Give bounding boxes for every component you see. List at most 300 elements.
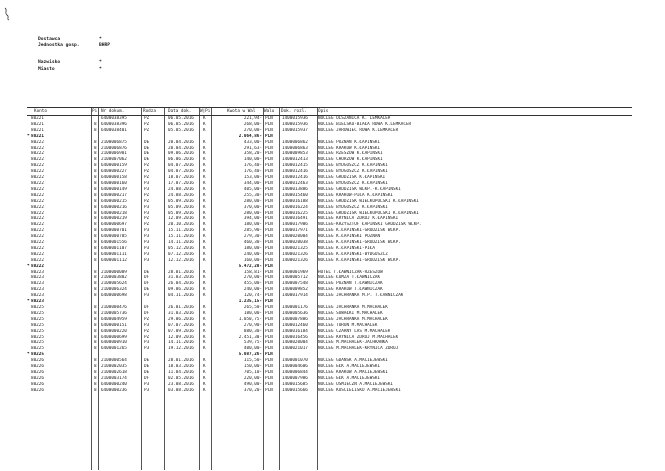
cell-kwota: 140,00- — [243, 157, 262, 163]
cell-wpk: K — [203, 275, 206, 281]
cell-pi: 8 — [94, 322, 97, 328]
miasto-label: Miasto — [38, 67, 55, 72]
cell-data: 02.05.2016 — [168, 375, 194, 381]
cell-konto: 80225 — [31, 322, 44, 328]
cell-konto: 80223 — [31, 269, 44, 275]
col-dok: Dok. rozl. — [281, 109, 307, 114]
cell-opis: NOCLEG OLSZANICA K. LEMKACER — [318, 116, 391, 121]
cell-nr: 2100006875 — [101, 139, 127, 145]
cell-rodzaj: P3 — [144, 346, 150, 352]
cell-data: 03.08.2016 — [168, 387, 194, 393]
col-kwota: Kwota w Wal — [227, 109, 256, 114]
cell-wpk: K — [203, 334, 206, 340]
cell-dok: 1400021326 — [282, 257, 308, 263]
cell-opis: NOCLEG CZARNY LAS M.MACHALEK — [318, 328, 391, 334]
cell-konto: 80223 — [31, 299, 44, 305]
cell-b: * — [27, 299, 30, 305]
cell-nr: 6400000218 — [101, 210, 127, 216]
cell-pi: 8 — [94, 269, 97, 275]
cell-rodzaj: DF — [144, 305, 150, 310]
cell-kwota: 394,00- — [243, 216, 262, 222]
cell-nr: 6400000699 — [101, 334, 127, 340]
cell-nr: 6400000240 — [101, 381, 127, 387]
cell-kwota: 460,30- — [243, 240, 262, 246]
cell-waluta: PLN — [265, 387, 273, 393]
cell-opis: NOCLEG GRODZISK WIELKOPOLSKI K.ŁAPIŃSKI — [318, 210, 419, 216]
cell-opis: NOCLEG GRODZISK WIELKOPOLSKI K.ŁAPIŃSKI — [318, 198, 419, 204]
cell-dok: 1400016184 — [282, 328, 308, 334]
cell-dok: 1400005712 — [282, 275, 308, 281]
cell-data: 23.08.2016 — [168, 381, 194, 387]
cell-waluta: PLN — [265, 133, 273, 139]
cell-pi: 8 — [94, 375, 97, 381]
cell-nr: 2100002618 — [101, 369, 127, 375]
cell-rodzaj: DE — [144, 358, 150, 364]
cell-nr: 2100006876 — [101, 145, 127, 151]
cell-wpk: K — [203, 346, 206, 352]
cell-pi: 8 — [94, 281, 97, 287]
cell-konto: 80222 — [31, 240, 44, 246]
cell-wpk: K — [203, 287, 206, 293]
cell-nr: 6400038396 — [101, 121, 127, 127]
cell-waluta: PLN — [265, 322, 273, 328]
cell-dok: 1400007548 — [282, 281, 308, 287]
cell-konto: 80221 — [31, 127, 44, 133]
cell-pi: 8 — [94, 204, 97, 210]
cell-data: 20.10.2016 — [168, 222, 194, 228]
cell-pi: 8 — [94, 157, 97, 163]
cell-kwota: 115,50- — [243, 358, 262, 364]
cell-data: 07.12.2016 — [168, 251, 194, 257]
cell-kwota: 220,00- — [243, 375, 262, 381]
cell-wpk: K — [203, 381, 206, 387]
cell-wpk: K — [203, 358, 206, 364]
cell-rodzaj: PZ — [144, 169, 150, 175]
cell-data: 06.06.2016 — [168, 157, 194, 163]
cell-waluta: PLN — [265, 121, 273, 127]
header-jednostka — [38, 43, 111, 49]
cell-waluta: PLN — [265, 281, 273, 287]
cell-wpk: K — [203, 251, 206, 257]
cell-data: 28.01.2016 — [168, 269, 194, 275]
cell-opis: NOCLEG KRYNICA ZDRÓJ K.ŁAPIŃSKI — [318, 216, 399, 222]
cell-konto: 80222 — [31, 139, 44, 145]
cell-opis: NOCLEG K.ŁAPIŃSKI-GRODZISK WLKP. — [318, 228, 401, 234]
cell-dok: 1400015936 — [282, 116, 308, 121]
cell-wpk: K — [203, 328, 206, 334]
cell-konto: 80225 — [31, 310, 44, 316]
cell-opis: NOCLEG UŚMIECZN A.MACIEJEWSKI — [318, 381, 394, 387]
nazwisko-label: Nazwisko — [38, 60, 61, 65]
cell-opis: NOCLEG KRAKÓW K.ŁAPIŃSKI — [318, 145, 381, 151]
cell-nr: 6400000219 — [101, 216, 127, 222]
col-nr: Nr dokum. — [101, 109, 125, 114]
cell-opis: NOCLEG GRODZISK WLKP.-K.ŁAPIŃSKI — [318, 186, 401, 192]
cell-data: 05.09.2016 — [168, 204, 194, 210]
cell-pi: 8 — [94, 257, 97, 263]
cell-wpk: K — [203, 293, 206, 299]
cell-dok: 1400006862 — [282, 139, 308, 145]
cell-nr: 6400001111 — [101, 251, 127, 257]
cell-opis: NOCLEG KRAKÓW-PIŁA K.ŁAPIŃSKI — [318, 192, 394, 198]
cell-rodzaj: P3 — [144, 240, 150, 246]
cell-konto: 80221 — [31, 133, 44, 139]
cell-pi: 8 — [94, 163, 97, 169]
cell-pi: 8 — [94, 151, 97, 157]
cell-pi: 8 — [94, 334, 97, 340]
cell-kwota: 270,90- — [243, 322, 262, 328]
cell-wpk: K — [203, 316, 206, 322]
cell-kwota: 176,40- — [243, 169, 262, 175]
cell-rodzaj: PZ — [144, 316, 150, 322]
cell-konto: 80222 — [31, 151, 44, 157]
cell-waluta: PLN — [265, 358, 273, 364]
cell-opis: NOCLEG GDAŃSK A.MACIEJEWSKI — [318, 358, 388, 364]
cell-wpk: K — [203, 269, 206, 275]
cell-konto: 80222 — [31, 198, 44, 204]
cell-nr: 6400001107 — [101, 245, 127, 251]
cell-wpk: K — [203, 234, 206, 240]
cell-nr: 2100000009 — [101, 269, 127, 275]
cell-opis: NOCLEG JACHRANKA M.MACHALEK — [318, 316, 388, 322]
cell-kwota: 150,00- — [243, 364, 262, 370]
cell-rodzaj: PZ — [144, 328, 150, 334]
cell-pi: 8 — [94, 175, 97, 181]
cell-opis: NOCLEG K.ŁAPIŃSKI-GRODZISK WLKP. — [318, 257, 401, 263]
cell-waluta: PLN — [265, 180, 273, 186]
cell-waluta: PLN — [265, 381, 273, 387]
dostawca-label: Dostawca — [38, 37, 61, 42]
cell-opis: NOCLEG BYDGOSZCZ K.ŁAPIŃSKI — [318, 180, 388, 186]
cell-kwota: 160,00- — [243, 257, 262, 263]
cell-waluta: PLN — [265, 222, 273, 228]
cell-data: 15.11.2016 — [168, 234, 194, 240]
cell-kwota: 279,30- — [243, 234, 262, 240]
cell-wpk: K — [203, 245, 206, 251]
cell-data: 24.08.2016 — [168, 186, 194, 192]
cell-konto: 80222 — [31, 245, 44, 251]
cell-kwota: 2.064,86- — [238, 133, 262, 139]
cell-dok: 1400021326 — [282, 251, 308, 257]
cell-dok: 1400012460 — [282, 322, 308, 328]
cell-opis: NOCLEG EŁK A.MACIEJEWSKI — [318, 375, 381, 381]
cell-nr: 6400000149 — [101, 186, 127, 192]
cell-pi: 8 — [94, 240, 97, 246]
cell-pi: 8 — [94, 381, 97, 387]
cell-rodzaj: P3 — [144, 387, 150, 393]
cell-dok: 1400016456 — [282, 334, 308, 340]
cell-data: 20.04.2016 — [168, 145, 194, 151]
jednostka-value: BHRP — [99, 43, 111, 48]
cell-opis: HOTEL T.ŁAWNICZAK-RZESZÓW — [318, 269, 383, 275]
cell-dok: 1400005636 — [282, 310, 308, 316]
cell-pi: 8 — [94, 127, 97, 133]
cell-nr: 6400000910 — [101, 340, 127, 346]
cell-konto: 80222 — [31, 234, 44, 240]
cell-pi: 8 — [94, 121, 97, 127]
cell-waluta: PLN — [265, 216, 273, 222]
cell-wpk: K — [203, 127, 206, 133]
col-data: Data dok. — [168, 109, 192, 114]
cell-dok: 1400020004 — [282, 234, 308, 240]
cell-konto: 80225 — [31, 334, 44, 340]
cell-konto: 80226 — [31, 369, 44, 375]
cell-konto: 80226 — [31, 381, 44, 387]
cell-opis: NOCLEG BYDGOSZCZ K.ŁAPIŃSKI — [318, 163, 388, 169]
dostawca-value: * — [99, 37, 102, 42]
cell-kwota: 240,00- — [243, 287, 262, 293]
cell-data: 07.07.2016 — [168, 322, 194, 328]
cell-nr: 6400000236 — [101, 387, 127, 393]
cell-pi: 8 — [94, 316, 97, 322]
cell-data: 12.09.2016 — [168, 216, 194, 222]
cell-waluta: PLN — [265, 299, 273, 305]
cell-waluta: PLN — [265, 145, 273, 151]
cell-dok: 1400021017 — [282, 346, 308, 352]
cell-pi: 8 — [94, 192, 97, 198]
cell-data: 15.11.2016 — [168, 228, 194, 234]
miasto-value: * — [99, 67, 102, 72]
cell-konto: 80222 — [31, 257, 44, 263]
cell-wpk: K — [203, 157, 206, 163]
cell-rodzaj: P3 — [144, 322, 150, 328]
cell-nr: 6400000151 — [101, 322, 127, 328]
cell-konto: 80222 — [31, 180, 44, 186]
cell-konto: 80225 — [31, 346, 44, 352]
cell-pi: 8 — [94, 186, 97, 192]
cell-dok: 1400017906 — [282, 222, 308, 228]
cell-konto: 80222 — [31, 145, 44, 151]
cell-nr: 6400000216 — [101, 204, 127, 210]
header-nazwisko — [38, 60, 102, 66]
cell-data: 26.01.2016 — [168, 305, 194, 310]
cell-nr: 6400004959 — [101, 316, 127, 322]
cell-nr: 6400000697 — [101, 222, 127, 228]
cell-pi: 8 — [94, 228, 97, 234]
cell-wpk: K — [203, 375, 206, 381]
cell-waluta: PLN — [265, 240, 273, 246]
cell-data: 05.09.2016 — [168, 210, 194, 216]
cell-rodzaj: DF — [144, 375, 150, 381]
cell-wpk: K — [203, 240, 206, 246]
cell-data: 04.07.2016 — [168, 169, 194, 175]
cell-waluta: PLN — [265, 234, 273, 240]
cell-dok: 1400021325 — [282, 245, 308, 251]
cell-kwota: 705,10- — [243, 369, 262, 375]
cell-kwota: 5.472,20- — [238, 263, 262, 269]
cell-konto: 80222 — [31, 228, 44, 234]
cell-konto: 80226 — [31, 358, 44, 364]
cell-rodzaj: DE — [144, 269, 150, 275]
cell-rodzaj: P3 — [144, 186, 150, 192]
cell-data: 11.04.2016 — [168, 369, 194, 375]
cell-data: 05.05.2016 — [168, 127, 194, 133]
cell-kwota: 240,00- — [243, 251, 262, 257]
cell-nr: 6400000220 — [101, 328, 127, 334]
cell-data: 26.04.2016 — [168, 281, 194, 287]
cell-rodzaj: DE — [144, 139, 150, 145]
cell-rodzaj: PZ — [144, 222, 150, 228]
cell-nr: 6400000705 — [101, 234, 127, 240]
cell-pi: 8 — [94, 340, 97, 346]
cell-wpk: K — [203, 228, 206, 234]
cell-konto: 80222 — [31, 210, 44, 216]
cell-kwota: 405,00- — [243, 186, 262, 192]
cell-opis: NOCLEG JAROWIEC ROWA K.LEMKACER — [318, 127, 399, 133]
cell-rodzaj: P3 — [144, 381, 150, 387]
cell-kwota: 358,20- — [243, 151, 262, 157]
col-opis: Opis — [318, 109, 329, 114]
cell-wpk: K — [203, 169, 206, 175]
cell-wpk: K — [203, 175, 206, 181]
cell-waluta: PLN — [265, 251, 273, 257]
cell-pi: 8 — [94, 139, 97, 145]
cell-waluta: PLN — [265, 228, 273, 234]
cell-wpk: K — [203, 163, 206, 169]
cell-konto: 80222 — [31, 251, 44, 257]
cell-pi: 8 — [94, 275, 97, 281]
cell-rodzaj: DF — [144, 281, 150, 287]
cell-nr: 6400001112 — [101, 257, 127, 263]
cell-opis: NOCLEG SUWAŁKI M.MACHALEK — [318, 310, 383, 316]
handwritten-mark — [2, 7, 12, 21]
cell-opis: NOCLEG BIELSKO-BIAŁA RDWA K.LEMKACER — [318, 121, 412, 127]
cell-nr: 2100000476 — [101, 305, 127, 310]
cell-konto: 80225 — [31, 352, 44, 358]
cell-data: 05.09.2016 — [168, 198, 194, 204]
cell-rodzaj: P3 — [144, 245, 150, 251]
cell-nr: 6400038395 — [101, 116, 127, 121]
cell-dok: 1400017914 — [282, 293, 308, 299]
cell-konto: 80226 — [31, 375, 44, 381]
cell-kwota: 433,00- — [243, 139, 262, 145]
cell-nr: 6400000160 — [101, 180, 127, 186]
document-table — [27, 107, 632, 394]
cell-waluta: PLN — [265, 364, 273, 370]
cell-rodzaj: DF — [144, 310, 150, 316]
cell-nr: 2100003174 — [101, 375, 127, 381]
cell-kwota: 255,30- — [243, 192, 262, 198]
cell-dok: 1400016188 — [282, 198, 308, 204]
cell-opis: NOCLEG K.ŁAPIŃSKI-BYDGOSZCZ — [318, 251, 388, 257]
cell-waluta: PLN — [265, 310, 273, 316]
cell-pi: 8 — [94, 328, 97, 334]
cell-kwota: 370,00- — [243, 204, 262, 210]
cell-dok: 1400012415 — [282, 163, 308, 169]
col-konto: Konto — [34, 109, 47, 114]
cell-opis: NOCLEG RZESZÓW K.ŁAPIŃSKI — [318, 151, 383, 157]
cell-wpk: K — [203, 340, 206, 346]
cell-dok: 1400012416 — [282, 169, 308, 175]
cell-rodzaj: P3 — [144, 257, 150, 263]
cell-pi: 8 — [94, 216, 97, 222]
cell-pi: 8 — [94, 251, 97, 257]
cell-kwota: 176,40- — [243, 163, 262, 169]
cell-nr: 6400038401 — [101, 127, 127, 133]
cell-rodzaj: P3 — [144, 210, 150, 216]
col-pi: Pi — [92, 109, 98, 114]
cell-kwota: 180,00- — [243, 310, 262, 316]
cell-waluta: PLN — [265, 169, 273, 175]
cell-konto: 80222 — [31, 175, 44, 181]
cell-data: 18.03.2016 — [168, 364, 194, 370]
cell-dok: 1400015685 — [282, 381, 308, 387]
cell-kwota: 344,00- — [243, 180, 262, 186]
cell-nr: 2100000564 — [101, 358, 127, 364]
cell-dok: 1400004606 — [282, 364, 308, 370]
cell-kwota: 5.087,26- — [238, 352, 262, 358]
cell-rodzaj: PZ — [144, 334, 150, 340]
cell-waluta: PLN — [265, 198, 273, 204]
cell-dok: 1400020038 — [282, 240, 308, 246]
cell-rodzaj: DE — [144, 369, 150, 375]
cell-waluta: PLN — [265, 116, 273, 121]
cell-dok: 1400012416 — [282, 175, 308, 181]
cell-rodzaj: DE — [144, 151, 150, 157]
cell-dok: 1400006863 — [282, 145, 308, 151]
cell-kwota: 120,74- — [243, 293, 262, 299]
cell-waluta: PLN — [265, 346, 273, 352]
cell-wpk: K — [203, 145, 206, 151]
cell-waluta: PLN — [265, 375, 273, 381]
cell-data: 18.07.2016 — [168, 175, 194, 181]
cell-konto: 80222 — [31, 222, 44, 228]
cell-nr: 6400000158 — [101, 175, 127, 181]
cell-rodzaj: DE — [144, 287, 150, 293]
cell-opis: NOCLEG EŁK A.MACIEJEWSKI — [318, 364, 381, 370]
cell-data: 20.04.2016 — [168, 139, 194, 145]
cell-kwota: 265,50- — [243, 305, 262, 310]
cell-waluta: PLN — [265, 340, 273, 346]
cell-pi: 8 — [94, 222, 97, 228]
cell-kwota: 158,81- — [243, 269, 262, 275]
cell-data: 12.12.2016 — [168, 257, 194, 263]
cell-rodzaj: PZ — [144, 175, 150, 181]
cell-pi: 8 — [94, 210, 97, 216]
cell-pi: 8 — [94, 369, 97, 375]
cell-pi: 8 — [94, 358, 97, 364]
cell-konto: 80223 — [31, 293, 44, 299]
cell-pi: 8 — [94, 305, 97, 310]
cell-opis: NOCLEG POZNAŃ K.ŁAPIŃSKI — [318, 139, 381, 145]
cell-dok: 1400012413 — [282, 157, 308, 163]
cell-nr: 2100003802 — [101, 275, 127, 281]
cell-wpk: K — [203, 257, 206, 263]
col-rodzaj: Rodza — [143, 109, 156, 114]
cell-pi: 8 — [94, 310, 97, 316]
cell-opis: NOCLEG GRODZISK K.ŁAPIŃSKI — [318, 175, 386, 181]
cell-opis: NOCLEG-KRZYSZTOF ŁAPIŃSKI GRODZISK WLKP. — [318, 222, 422, 228]
cell-opis: NOCLEG M.MACHALEK-KRYNICA ZDRÓJ — [318, 346, 399, 352]
cell-data: 04.11.2016 — [168, 293, 194, 299]
cell-konto: 80221 — [31, 121, 44, 127]
cell-wpk: K — [203, 305, 206, 310]
cell-b: * — [27, 133, 30, 139]
cell-waluta: PLN — [265, 287, 273, 293]
cell-opis: NOCLEG TORUŃ M.MACHALEK — [318, 322, 378, 328]
cell-nr: 6400000698 — [101, 293, 127, 299]
cell-dok: 1400015937 — [282, 127, 308, 133]
cell-data: 19.12.2016 — [168, 346, 194, 352]
cell-konto: 80222 — [31, 263, 44, 269]
cell-nr: 2100007062 — [101, 157, 127, 163]
cell-kwota: 280,00- — [243, 210, 262, 216]
cell-dok: 1400013886 — [282, 186, 308, 192]
cell-data: 12.09.2016 — [168, 334, 194, 340]
cell-waluta: PLN — [265, 328, 273, 334]
cell-konto: 80226 — [31, 364, 44, 370]
cell-kwota: 285,90- — [243, 228, 262, 234]
